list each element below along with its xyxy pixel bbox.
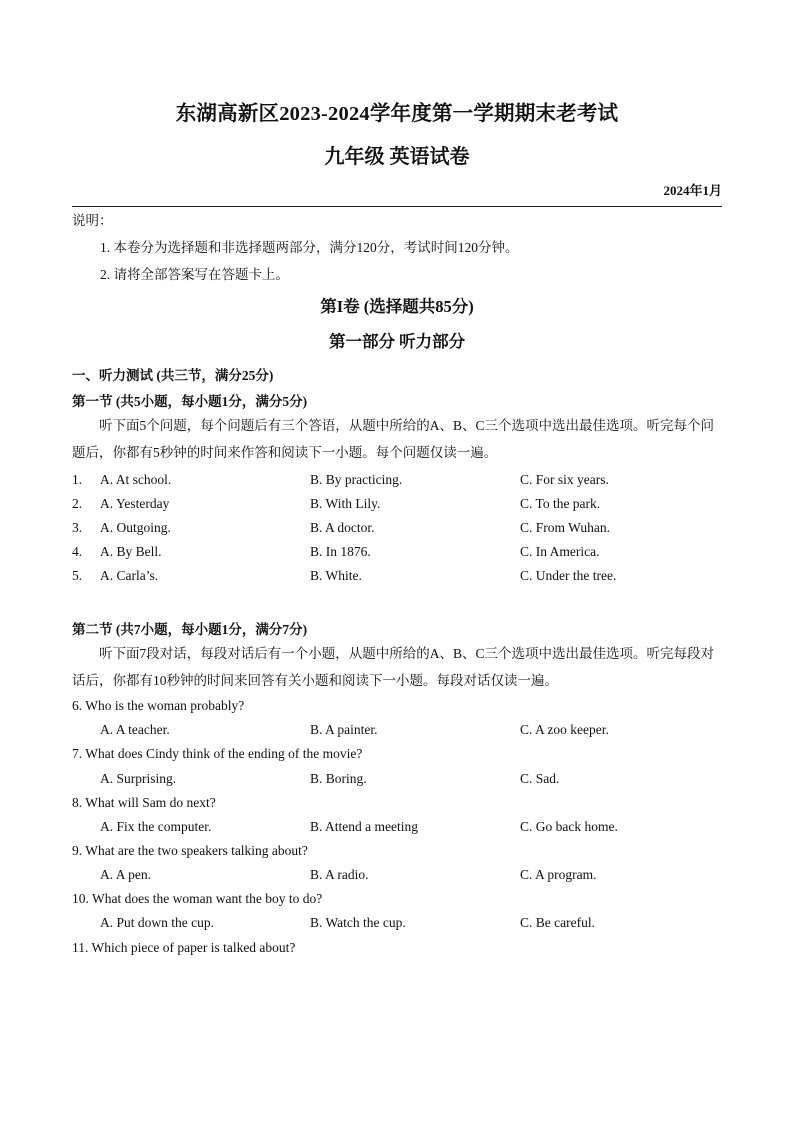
option-c: C. Be careful. [520,915,595,930]
option-a: A. Carla’s. [100,568,159,583]
option-c: C. A program. [520,867,597,882]
question-row [72,520,722,540]
question-stem: 6. Who is the woman probably? [72,698,245,713]
option-a: A. Outgoing. [100,520,171,535]
exam-subtitle: 九年级 英语试卷 [324,146,470,168]
option-c: C. A zoo keeper. [520,722,609,737]
option-c: C. Go back home. [520,819,618,834]
subsection-instruction: 听下面7段对话，每段对话后有一个小题，从题中所给的A、B、C三个选项中选出最佳选项。听完每段对话后，你都有10秒钟的时间来回答有关小题和阅读下一小题。每段对话仅读一遍。 [72,646,715,688]
option-b: B. Boring. [310,771,367,786]
option-c: C. Sad. [520,771,560,786]
section-title: 一、听力测试 (共三节，满分25分) [72,368,274,383]
question-number: 4. [72,544,83,559]
option-c: C. For six years. [520,472,609,487]
option-a: A. Surprising. [100,771,177,786]
notes-label: 说明： [72,213,113,228]
question-number: 2. [72,496,83,511]
option-a: A. By Bell. [100,544,162,559]
option-b: B. Watch the cup. [310,915,406,930]
question-options [72,915,722,935]
option-b: B. A doctor. [310,520,375,535]
question-row [72,568,722,588]
subsection-instruction: 听下面5个问题，每个问题后有三个答语，从题中所给的A、B、C三个选项中选出最佳选项。听完每个问题后，你都有5秒钟的时间来作答和阅读下一小题。每个问题仅读一遍。 [72,418,715,460]
question-row [72,472,722,492]
question-options [72,771,722,791]
option-b: B. In 1876. [310,544,371,559]
question-options [72,722,722,742]
option-a: A. A teacher. [100,722,170,737]
question-stem: 8. What will Sam do next? [72,795,216,810]
question-row [72,496,722,516]
question-options [72,819,722,839]
option-c: C. Under the tree. [520,568,617,583]
option-c: C. From Wuhan. [520,520,610,535]
option-a: A. Yesterday [100,496,170,511]
option-b: B. A painter. [310,722,378,737]
question-number: 3. [72,520,83,535]
question-stem: 10. What does the woman want the boy to do? [72,891,323,906]
question-stem: 9. What are the two speakers talking about? [72,843,308,858]
question-row [72,544,722,564]
subsection-title: 第一节 (共5小题，每小题1分，满分5分) [72,394,308,409]
part-title: 第一部分 听力部分 [328,332,466,351]
subsection-title: 第二节 (共7小题，每小题1分，满分7分) [72,622,308,637]
question-number: 5. [72,568,83,583]
option-b: B. Attend a meeting [310,819,418,834]
option-b: B. With Lily. [310,496,381,511]
question-stem: 11. Which piece of paper is talked about? [72,940,296,955]
note-item: 1. 本卷分为选择题和非选择题两部分，满分120分，考试时间120分钟。 [100,240,519,255]
exam-title: 东湖高新区2023-2024学年度第一学期期末老考试 [175,103,619,125]
question-options [72,867,722,887]
option-a: A. Fix the computer. [100,819,212,834]
option-a: A. Put down the cup. [100,915,214,930]
option-b: B. By practicing. [310,472,403,487]
option-b: B. A radio. [310,867,369,882]
option-c: C. To the park. [520,496,601,511]
volume-title: 第I卷 (选择题共85分) [320,297,474,316]
exam-date: 2024年1月 [663,183,722,198]
option-a: A. At school. [100,472,172,487]
option-b: B. White. [310,568,362,583]
question-number: 1. [72,472,83,487]
note-item: 2. 请将全部答案写在答题卡上。 [100,267,289,282]
question-stem: 7. What does Cindy think of the ending of the movie? [72,746,363,761]
header-divider [72,206,722,207]
option-a: A. A pen. [100,867,152,882]
option-c: C. In America. [520,544,600,559]
